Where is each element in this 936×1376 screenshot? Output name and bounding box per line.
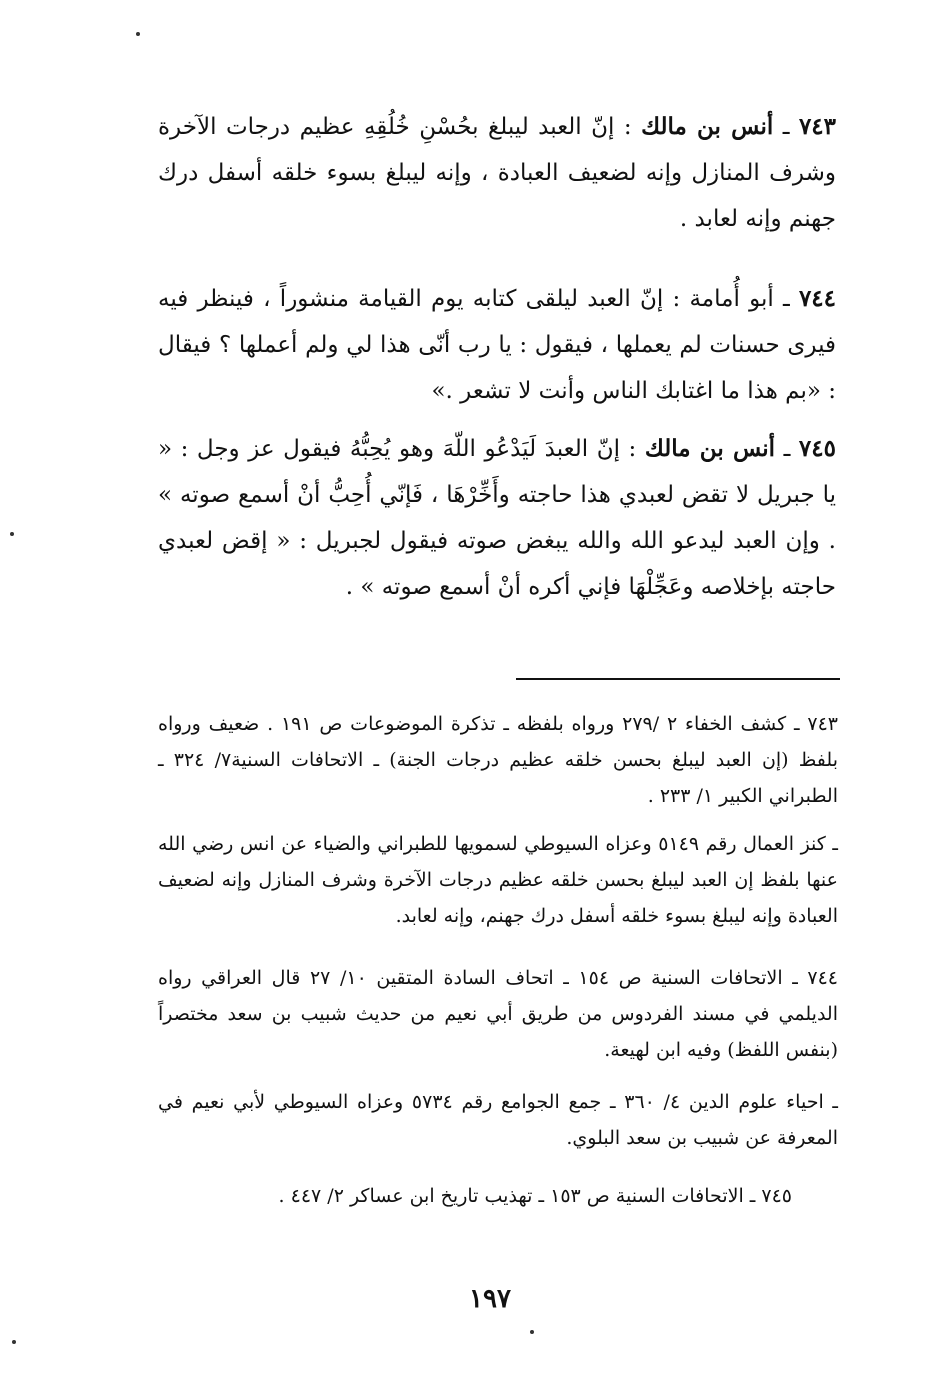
footnote-745: ٧٤٥ ـ الاتحافات السنية ص ١٥٣ ـ تهذيب تاريخ ابن عساكر ٢/ ٤٤٧ . (278, 1185, 792, 1207)
hadith-745: ٧٤٥ ـ أنس بن مالك : إنّ العبدَ لَيَدْعُو اللّهَ وهو يُحِبُّهُ فيقول عز وجل : « يا جبريل لا تقض لعبدي هذا حاجته وأَخِّرْهَا ، فَإنّي أُحِبُّ أنْ أسمع صوته » . وإن العبد ليدعو الله والله يبغض صوته فيقول لجبريل : « إقض لعبدي حاجته بإخلاصه وعَجِّلْهَا فإني أكره أنْ أسمع صوته » . (158, 435, 836, 600)
scan-speck (12, 1340, 16, 1344)
footnote-744-extra: ـ احياء علوم الدين ٤/ ٣٦٠ ـ جمع الجوامع رقم ٥٧٣٤ وعزاه السيوطي لأبي نعيم في المعرفة عن شبيب بن سعد البلوي. (158, 1091, 838, 1149)
hadith-text: : إنّ العبدَ لَيَدْعُو اللّهَ وهو يُحِبُّهُ فيقول عز وجل : « يا جبريل لا تقض لعبدي هذا حاجته وأَخِّرْهَا ، فَإنّي أُحِبُّ أنْ أسمع صوته » . وإن العبد ليدعو الله والله يبغض صوته فيقول لجبريل : « إقض لعبدي حاجته بإخلاصه وعَجِّلْهَا فإني أكره أنْ أسمع صوته » . (158, 436, 836, 600)
hadith-narrator: أنس بن مالك (644, 435, 776, 462)
footnote-separator (516, 678, 840, 680)
hadith-text: : إنّ العبد ليلقى كتابه يوم القيامة منشوراً ، فينظر فيه فيرى حسنات لم يعملها ، فيقول : يا رب أنّى هذا لي ولم أعملها ؟ فيقال : «بم هذا ما اغتابك الناس وأنت لا تشعر .» (158, 286, 836, 404)
scan-speck (10, 532, 14, 536)
footnote-743: ٧٤٣ ـ كشف الخفاء ٢ /٢٧٩ ورواه بلفظه ـ تذكرة الموضوعات ص ١٩١ . ضعيف ورواه بلفظ (إن العبد ليبلغ بحسن خلقه عظيم درجات الجنة) ـ الاتحافات السنية٧/ ٣٢٤ ـ الطبراني الكبير ١/ ٢٣٣ . (158, 713, 838, 807)
scan-speck (530, 1330, 534, 1334)
hadith-743: ٧٤٣ ـ أنس بن مالك : إنّ العبد ليبلغ بحُسْنِ خُلُقِهِ عظيم درجات الآخرة وشرف المنازل وإنه لضعيف العبادة ، وإنه ليبلغ بسوء خلقه أسفل درك جهنم وإنه لعابد . (158, 113, 836, 232)
hadith-narrator: أبو أُمامة (689, 286, 774, 312)
hadith-text: : إنّ العبد ليبلغ بحُسْنِ خُلُقِهِ عظيم درجات الآخرة وشرف المنازل وإنه لضعيف العبادة ، وإنه ليبلغ بسوء خلقه أسفل درك جهنم وإنه لعابد . (158, 114, 836, 232)
hadith-number: ٧٤٤ (798, 285, 837, 312)
scan-speck (136, 32, 140, 36)
hadith-number: ٧٤٣ (798, 113, 836, 140)
footnote-744: ٧٤٤ ـ الاتحافات السنية ص ١٥٤ ـ اتحاف السادة المتقين ١٠/ ٢٧ قال العراقي رواه الديلمي في مسند الفردوس من طريق أبي نعيم من حديث شبيب بن سعد مختصراً (بنفس اللفظ) وفيه ابن لهيعة. (158, 967, 839, 1061)
hadith-744: ٧٤٤ ـ أبو أُمامة : إنّ العبد ليلقى كتابه يوم القيامة منشوراً ، فينظر فيه فيرى حسنات لم يعملها ، فيقول : يا رب أنّى هذا لي ولم أعملها ؟ فيقال : «بم هذا ما اغتابك الناس وأنت لا تشعر .» (158, 285, 837, 404)
hadith-number: ٧٤٥ (798, 435, 836, 462)
hadith-narrator: أنس بن مالك (641, 113, 774, 140)
page-number: ١٩٧ (469, 1284, 511, 1314)
footnote-743-extra: ـ كنز العمال رقم ٥١٤٩ وعزاه السيوطي لسمويها للطبراني والضياء عن انس رضي الله عنها بلفظ إن العبد ليبلغ بحسن خلقه عظيم درجات الآخرة وشرف المنازل وإنه لضعيف العبادة وإنه ليبلغ بسوء خلقه أسفل درك جهنم، وإنه لعابد. (158, 833, 838, 927)
